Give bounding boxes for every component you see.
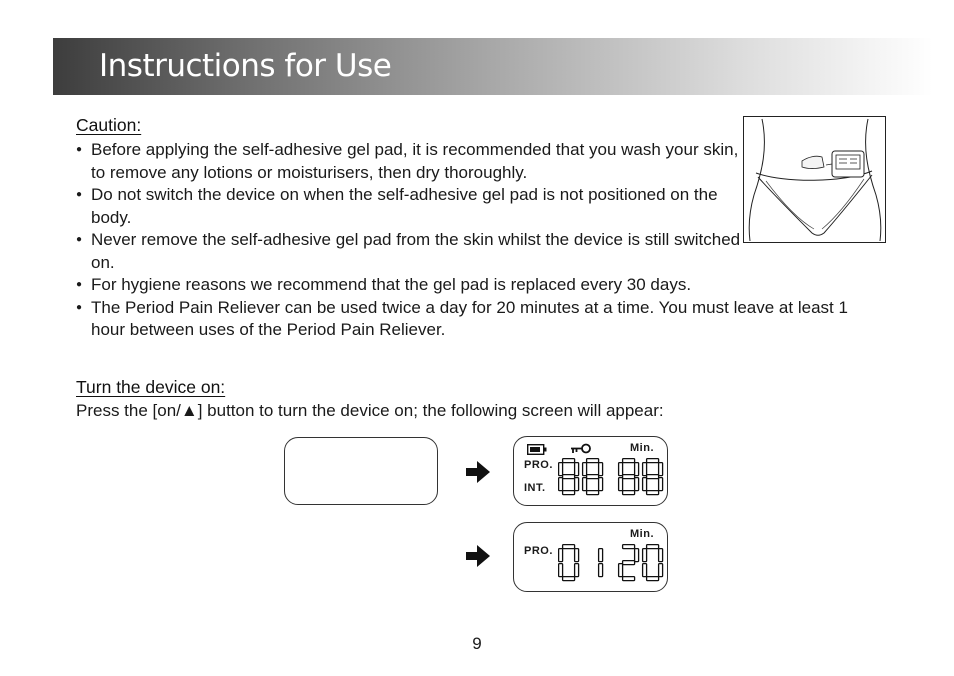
- lcd-segment: [623, 475, 635, 479]
- caution-item: ● Before applying the self-adhesive gel pad, it is recommended that you wash your skin, to remove any lotions or moisturisers, then dry thoroughly.: [76, 139, 751, 184]
- lcd-segment: [575, 549, 579, 562]
- device-on-abdomen-illustration: [743, 116, 886, 243]
- lcd-segment: [599, 564, 603, 577]
- right-arrow-icon: [466, 545, 490, 567]
- lcd-segment: [623, 577, 635, 581]
- key-lock-icon: [570, 443, 592, 455]
- lcd-segment: [647, 545, 659, 549]
- lcd-segment: [643, 549, 647, 562]
- lcd-segment: [583, 478, 587, 491]
- lcd-segment: [599, 463, 603, 476]
- lcd-segment: [635, 478, 639, 491]
- lcd-segment: [647, 459, 659, 463]
- lcd-digits: [558, 543, 664, 583]
- lcd-segment: [623, 459, 635, 463]
- lcd-segment: [559, 478, 563, 491]
- lcd-segment: [647, 475, 659, 479]
- lcd-segment: [635, 549, 639, 562]
- lcd-segment: [635, 463, 639, 476]
- lcd-display-all-segments: [513, 436, 668, 506]
- lcd-segment: [575, 564, 579, 577]
- lcd-segment: [587, 491, 599, 495]
- caution-item: ● The Period Pain Reliever can be used twice a day for 20 minutes at a time. You must leave at least 1 hour between uses of the Period Pain Reliever.: [76, 297, 876, 342]
- lcd-segment: [559, 463, 563, 476]
- lcd-segment: [587, 475, 599, 479]
- lcd-int-label: INT.: [524, 482, 546, 494]
- caution-item: ● Do not switch the device on when the self-adhesive gel pad is not positioned on the body.: [76, 184, 751, 229]
- lcd-segment: [623, 545, 635, 549]
- lcd-segment: [659, 549, 663, 562]
- lcd-segment: [559, 564, 563, 577]
- page-title: Instructions for Use: [99, 48, 392, 84]
- right-arrow-icon: [466, 461, 490, 483]
- lcd-segment: [575, 478, 579, 491]
- lcd-segment: [563, 491, 575, 495]
- lcd-min-label: Min.: [630, 528, 654, 540]
- lcd-segment: [659, 564, 663, 577]
- lcd-segment: [643, 478, 647, 491]
- header-band: [53, 38, 933, 95]
- lcd-segment: [599, 549, 603, 562]
- lcd-segment: [619, 463, 623, 476]
- lcd-segment: [575, 463, 579, 476]
- lcd-pro-label: PRO.: [524, 459, 553, 471]
- lcd-segment: [647, 491, 659, 495]
- lcd-segment: [643, 463, 647, 476]
- lcd-segment: [583, 463, 587, 476]
- lcd-pro-label: PRO.: [524, 545, 553, 557]
- caution-heading: Caution:: [76, 115, 142, 135]
- lcd-segment: [647, 577, 659, 581]
- lcd-display-session: [513, 522, 668, 592]
- lcd-segment: [563, 577, 575, 581]
- lcd-segment: [563, 459, 575, 463]
- blank-lcd-display: [284, 437, 438, 505]
- lcd-segment: [643, 564, 647, 577]
- caution-item: ● Never remove the self-adhesive gel pad from the skin whilst the device is still switched on.: [76, 229, 751, 274]
- battery-icon: [527, 444, 547, 455]
- lcd-min-label: Min.: [630, 442, 654, 454]
- lcd-segment: [623, 561, 635, 565]
- turn-on-heading: Turn the device on:: [76, 377, 226, 397]
- lcd-segment: [659, 463, 663, 476]
- lcd-segment: [599, 478, 603, 491]
- lcd-segment: [563, 545, 575, 549]
- lcd-digits: [558, 457, 664, 497]
- caution-item: ● For hygiene reasons we recommend that the gel pad is replaced every 30 days.: [76, 274, 876, 297]
- page-number: 9: [472, 634, 482, 653]
- lcd-segment: [587, 459, 599, 463]
- lcd-segment: [563, 475, 575, 479]
- lcd-segment: [659, 478, 663, 491]
- turn-on-instructions: Press the [on/▲] button to turn the device on; the following screen will appear:: [76, 401, 664, 420]
- lcd-segment: [559, 549, 563, 562]
- lcd-segment: [619, 478, 623, 491]
- lcd-segment: [623, 491, 635, 495]
- lcd-segment: [619, 564, 623, 577]
